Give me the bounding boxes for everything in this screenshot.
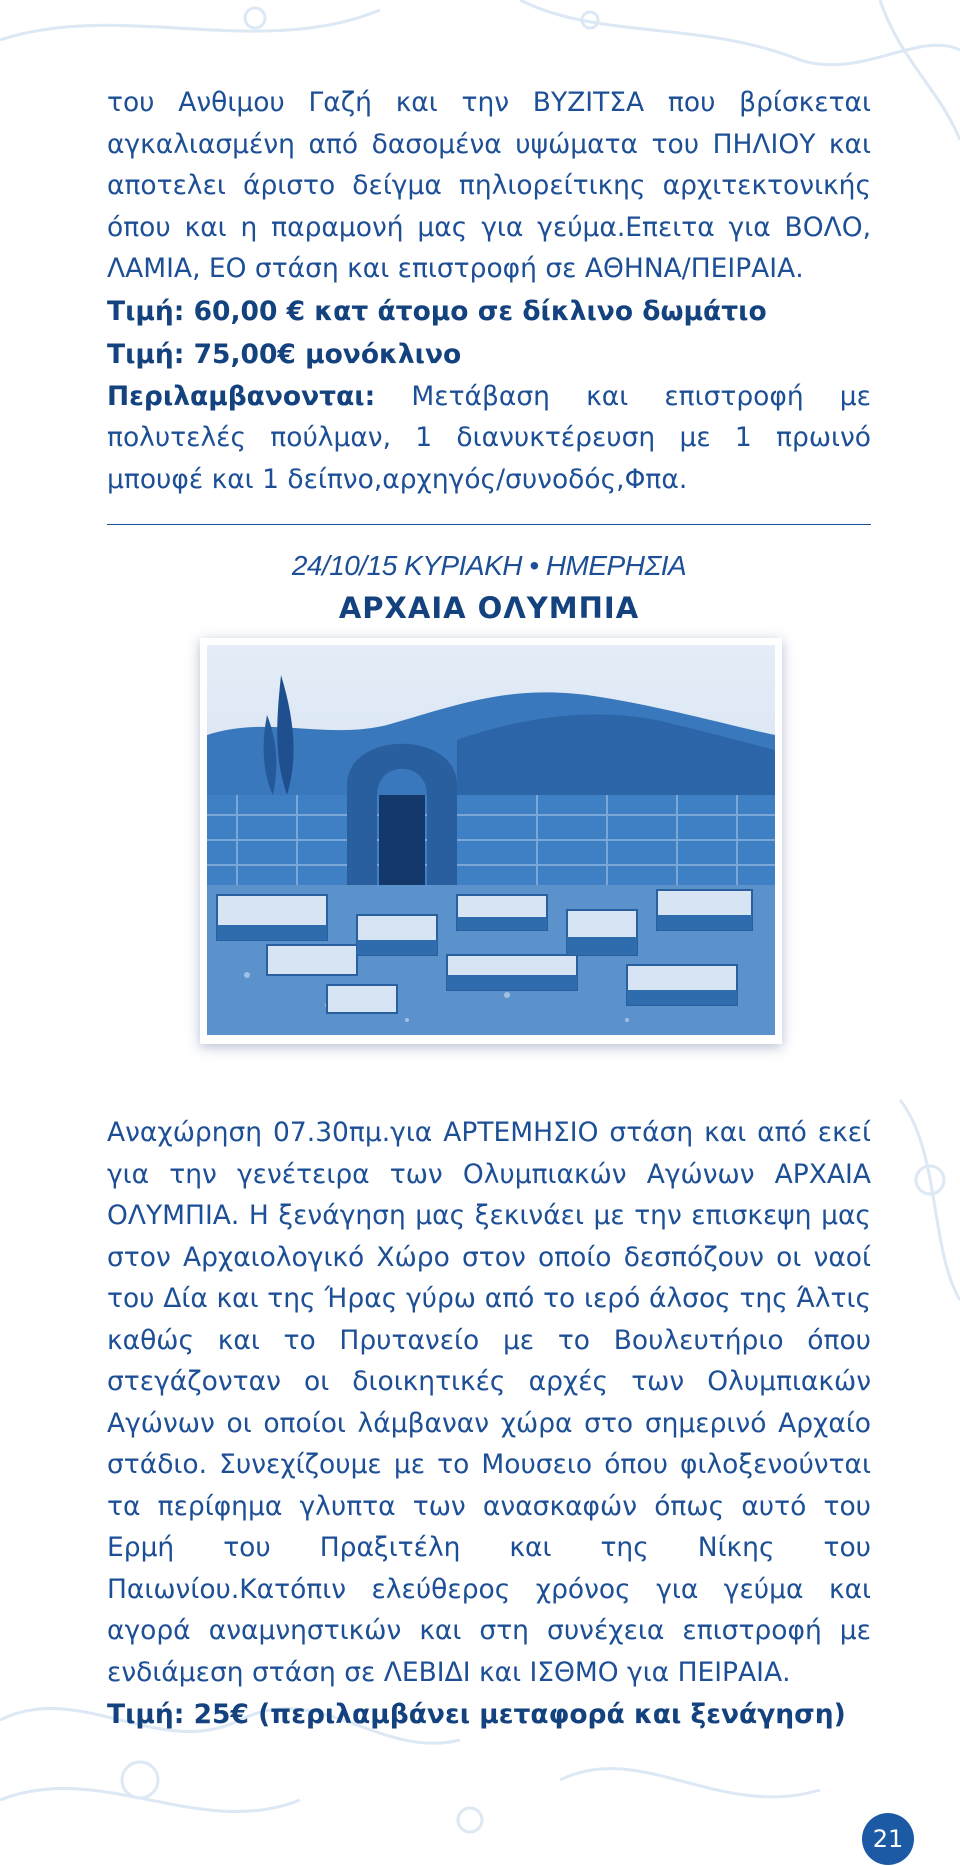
trip-title: ΑΡΧΑΙΑ ΟΛΥΜΠΙΑ <box>338 591 640 625</box>
trip-date-line: 24/10/15 ΚΥΡΙΑΚΗ • ΗΜΕΡΗΣΙΑ <box>291 550 687 581</box>
page-number-badge: 21 <box>862 1813 914 1865</box>
trip-description-paragraph: του Ανθιμου Γαζή και την ΒΥΖΙΤΣΑ που βρίσκεται αγκαλιασμένη από δασομένα υψώματα του ΠΗΛΙΟΥ και αποτελει άριστο δείγμα πηλιορείτικης αρχιτεκτονικής όπου και η παραμονή μας για γεύμα.Επειτα για ΒΟΛΟ, ΛΑΜΙΑ, ΕΟ στάση και επιστροφή σε ΑΘΗΝΑ/ΠΕΙΡΑΙΑ. <box>107 87 871 284</box>
section-ancient-olympia-body <box>107 1112 871 1736</box>
price-double-room: Τιμή: 60,00 € κατ άτομο σε δίκλινο δωμάτιο <box>107 295 767 327</box>
section-vyzitsa-continuation <box>107 82 871 629</box>
section-divider <box>107 524 871 525</box>
includes-text: Μετάβαση και επιστροφή με πολυτελές πούλμαν, 1 διανυκτέρευση με 1 πρωινό μπουφέ και 1 δείπνο,αρχηγός/συνοδός,Φπα. <box>107 380 871 495</box>
includes-label: Περιλαμβανονται: <box>107 380 376 412</box>
ancient-olympia-ruins-photo <box>207 645 775 1035</box>
price-single-room: Τιμή: 75,00€ μονόκλινο <box>107 338 462 370</box>
includes-paragraph <box>107 376 871 501</box>
olympia-price: Τιμή: 25€ (περιλαμβάνει μεταφορά και ξενάγηση) <box>107 1699 846 1730</box>
olympia-description-paragraph: Αναχώρηση 07.30πμ.για ΑΡΤΕΜΗΣΙΟ στάση και από εκεί για την γενέτειρα των Ολυμπιακών Αγώνων ΑΡΧΑΙΑ ΟΛΥΜΠΙΑ. Η ξενάγηση μας ξεκινάει με την επισκεψη μας στον Αρχαιολογικό Χώρο στον οποίο δεσπόζουν οι ναοί του Δία και της Ήρας γύρω από το ιερό άλσος της Άλτις καθώς και το Πρυτανείο με το Βουλευτήριο όπου στεγάζονταν οι διοικητικές αρχές των Ολυμπιακών Αγώνων οι οποίοι λάμβαναν χώρα στο σημερινό Αρχαίο στάδιο. Συνεχίζουμε με το Μουσειο όπου φιλοξενούνται τα περίφημα γλυπτα των ανασκαφών όπως αυτό του Ερμή του Πραξιτέλη και της Νίκης του Παιωνίου.Κατόπιν ελεύθερος χρόνος για γεύμα και αγορά αναμνηστικών και στη συνέχεια επιστροφή με ενδιάμεση στάση σε ΛΕΒΙΔΙ και ΙΣΘΜΟ για ΠΕΙΡΑΙΑ. <box>107 1117 871 1688</box>
